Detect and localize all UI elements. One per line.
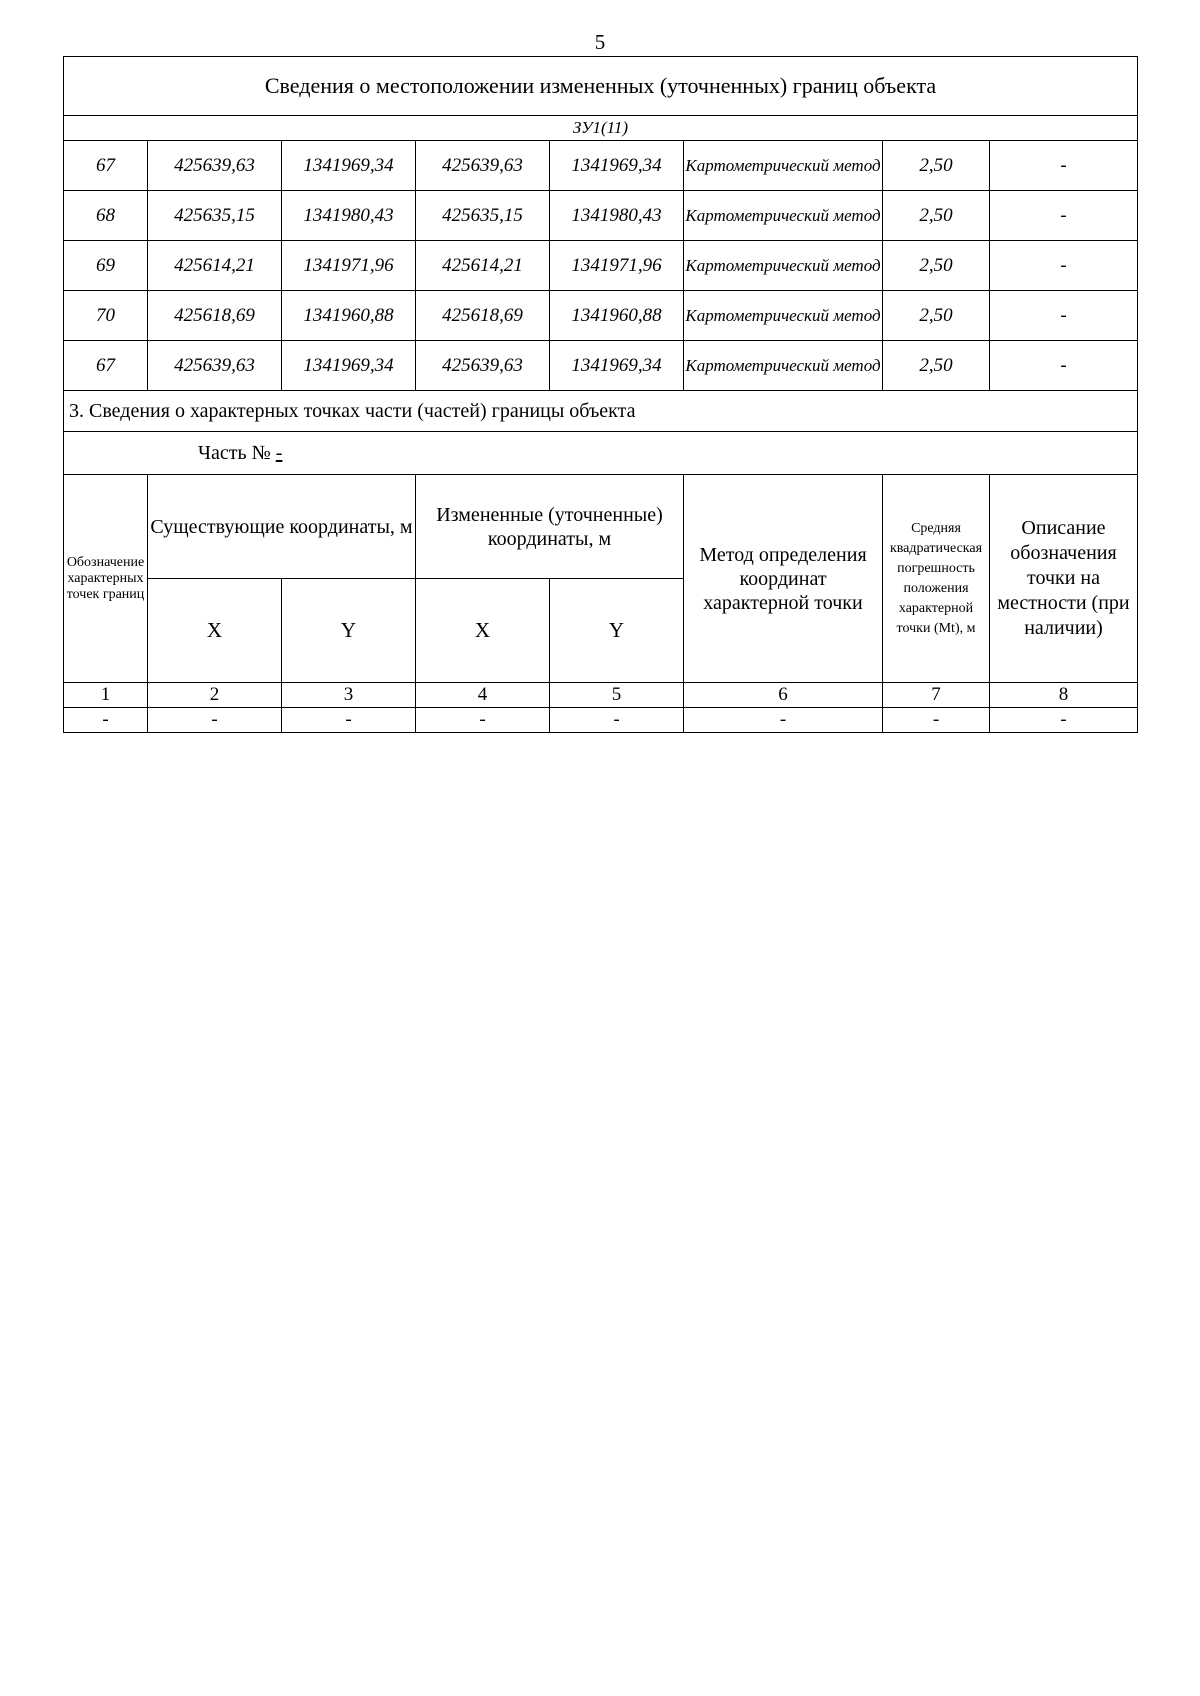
method: Картометрический метод: [684, 191, 883, 241]
existing-y: 1341960,88: [282, 291, 416, 341]
header-existing-coords: Существующие координаты, м: [148, 475, 416, 579]
existing-y: 1341980,43: [282, 191, 416, 241]
part-label: Часть №: [198, 441, 271, 464]
point-number: 67: [64, 341, 148, 391]
description: -: [990, 291, 1138, 341]
existing-x: 425618,69: [148, 291, 282, 341]
existing-y: 1341971,96: [282, 241, 416, 291]
empty-cell: -: [883, 708, 990, 733]
column-number: 4: [416, 683, 550, 708]
header-changed-x: X: [416, 579, 550, 683]
changed-y: 1341960,88: [550, 291, 684, 341]
description: -: [990, 191, 1138, 241]
description: -: [990, 241, 1138, 291]
changed-x: 425614,21: [416, 241, 550, 291]
part-value: -: [275, 441, 283, 464]
land-plot-label: ЗУ1(11): [64, 116, 1138, 141]
header-changed-y: Y: [550, 579, 684, 683]
header-existing-x: X: [148, 579, 282, 683]
header-point-designation: Обозначение характерных точек границ: [64, 475, 148, 683]
part-number-line: [64, 432, 1138, 475]
empty-cell: -: [550, 708, 684, 733]
table-row: [64, 341, 1138, 391]
accuracy: 2,50: [883, 141, 990, 191]
page-number: 5: [594, 30, 606, 54]
column-number: 7: [883, 683, 990, 708]
existing-y: 1341969,34: [282, 141, 416, 191]
table-title: Сведения о местоположении измененных (уточненных) границ объекта: [64, 57, 1138, 116]
column-number: 1: [64, 683, 148, 708]
empty-cell: -: [282, 708, 416, 733]
changed-x: 425639,63: [416, 141, 550, 191]
empty-cell: -: [416, 708, 550, 733]
section-3-title: 3. Сведения о характерных точках части (частей) границы объекта: [64, 391, 1138, 432]
accuracy: 2,50: [883, 341, 990, 391]
method: Картометрический метод: [684, 141, 883, 191]
existing-y: 1341969,34: [282, 341, 416, 391]
column-number: 3: [282, 683, 416, 708]
column-numbers-row: [64, 683, 1138, 708]
changed-y: 1341971,96: [550, 241, 684, 291]
point-number: 70: [64, 291, 148, 341]
column-number: 2: [148, 683, 282, 708]
empty-cell: -: [148, 708, 282, 733]
header-changed-coords: Измененные (уточненные) координаты, м: [416, 475, 684, 579]
changed-y: 1341980,43: [550, 191, 684, 241]
header-method: Метод определения координат характерной точки: [684, 475, 883, 683]
empty-cell: -: [64, 708, 148, 733]
changed-x: 425635,15: [416, 191, 550, 241]
header-existing-y: Y: [282, 579, 416, 683]
column-number: 8: [990, 683, 1138, 708]
table-row: [64, 191, 1138, 241]
description: -: [990, 141, 1138, 191]
description: -: [990, 341, 1138, 391]
header-accuracy: Средняя квадратическая погрешность положения характерной точки (Mt), м: [883, 475, 990, 683]
point-number: 68: [64, 191, 148, 241]
column-number: 6: [684, 683, 883, 708]
existing-x: 425614,21: [148, 241, 282, 291]
table-row: [64, 141, 1138, 191]
empty-cell: -: [990, 708, 1138, 733]
method: Картометрический метод: [684, 341, 883, 391]
method: Картометрический метод: [684, 241, 883, 291]
existing-x: 425635,15: [148, 191, 282, 241]
existing-x: 425639,63: [148, 141, 282, 191]
accuracy: 2,50: [883, 241, 990, 291]
table-row: [64, 708, 1138, 733]
changed-y: 1341969,34: [550, 141, 684, 191]
changed-y: 1341969,34: [550, 341, 684, 391]
point-number: 67: [64, 141, 148, 191]
header-description: Описание обозначения точки на местности (при наличии): [990, 475, 1138, 683]
table-row: [64, 241, 1138, 291]
table-row: [64, 291, 1138, 341]
accuracy: 2,50: [883, 291, 990, 341]
existing-x: 425639,63: [148, 341, 282, 391]
column-number: 5: [550, 683, 684, 708]
changed-x: 425618,69: [416, 291, 550, 341]
accuracy: 2,50: [883, 191, 990, 241]
changed-x: 425639,63: [416, 341, 550, 391]
point-number: 69: [64, 241, 148, 291]
empty-cell: -: [684, 708, 883, 733]
boundary-points-table: [63, 56, 1138, 733]
method: Картометрический метод: [684, 291, 883, 341]
